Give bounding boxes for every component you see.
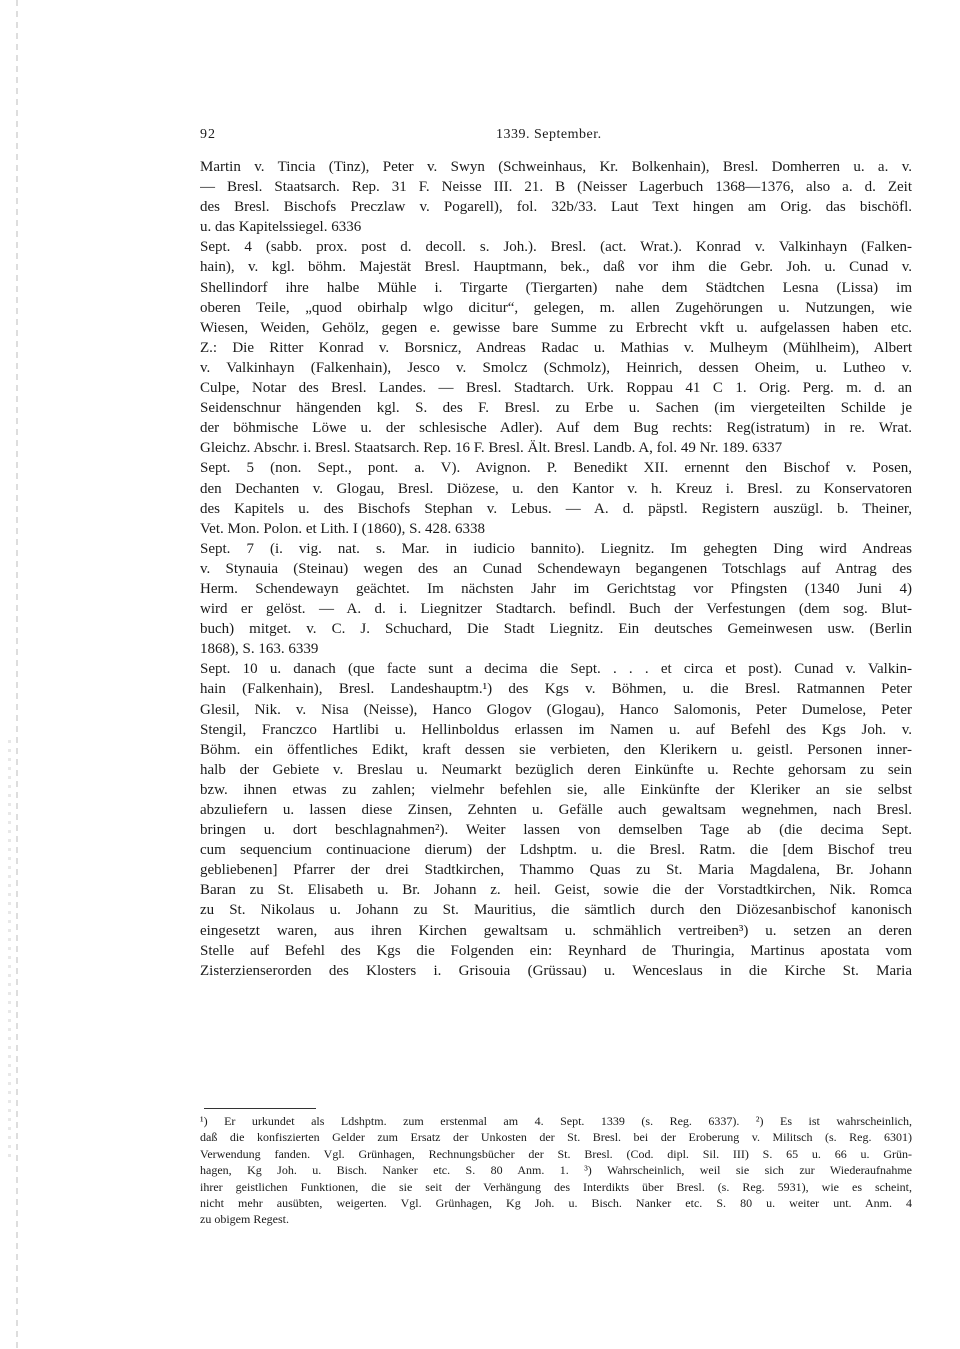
text-line: Z.: Die Ritter Konrad v. Borsnicz, Andreas Radac u. Mathias v. Mulheym (Mühlheim), Albert — [200, 339, 912, 356]
text-line: Sept. 4 (sabb. prox. post d. decoll. s. Joh.). Bresl. (act. Wrat.). Konrad v. Valkinhayn (Falken- — [200, 239, 912, 256]
text-line: u. das Kapitelssiegel. 6336 — [200, 219, 362, 236]
text-line: v. Stynauia (Steinau) wegen des an Cunad Schendewayn begangenen Totschlags auf Antrag des — [200, 560, 912, 577]
page-header — [200, 127, 912, 147]
text-line: bzw. ihnen etwas zu zahlen; vielmehr befehlen sie, alle Einkünfte der Kleriker an sie selbst — [200, 781, 912, 798]
text-line: eingesetzt waren, aus ihren Kirchen gewaltsam u. schmählich vertreiben³) u. setzen an deren — [200, 922, 912, 939]
text-line: wird er gelöst. — A. d. i. Liegnitzer Stadtarch. befindl. Buch der Verfestungen (dem sog. Blut- — [200, 601, 912, 618]
footnote-line: nicht mehr ausübten, weigerten. Vgl. Grünhagen, Kg Joh. u. Bisch. Nanker etc. S. 80 u. weiter unt. Anm. 4 — [200, 1195, 912, 1210]
text-line: abzuliefern u. lassen diese Zinsen, Zehnten u. Gefälle auch gewaltsam wegnehmen, nach Bresl. — [200, 802, 912, 818]
page-number: 92 — [200, 127, 216, 142]
text-line: Zisterzienserorden des Klosters i. Grisouia (Grüssau) u. Wenceslaus in die Kirche St. Maria — [200, 962, 912, 979]
scan-edge-marks-lower — [8, 740, 11, 1160]
text-line: Stelle auf Befehl des Kgs die Folgenden ein: Reynhard de Thuringia, Martinus apostata vom — [200, 942, 912, 959]
footnote-line: Verwendung fanden. Vgl. Grünhagen, Rechnungsbücher der St. Bresl. (Cod. dipl. Sil. III) S. 65 u. 66 u. Grün- — [200, 1146, 912, 1161]
footnotes — [200, 1113, 912, 1228]
text-line: Shellindorf ihre halbe Mühle i. Tirgarte (Tiergarten) nahe dem Städtchen Lesna (Lissa) im — [200, 279, 912, 296]
text-line: Sept. 5 (non. Sept., pont. a. V). Avignon. P. Benedikt XII. ernennt den Bischof v. Posen, — [200, 460, 912, 477]
text-line: Martin v. Tincia (Tinz), Peter v. Swyn (Schweinhaus, Kr. Bolkenhain), Bresl. Domherren u. a. v. — [200, 159, 912, 175]
text-line: buch) mitget. v. C. J. Schuchard, Die Stadt Liegnitz. Ein deutsches Gemeinwesen usw. (Berlin — [200, 621, 912, 638]
body-text — [200, 157, 912, 1001]
text-line: Gleichz. Abschr. i. Bresl. Staatsarch. Rep. 16 F. Bresl. Ält. Bresl. Landb. A, fol. 49 Nr. 189. 6337 — [200, 440, 783, 457]
scan-edge-marks — [16, 0, 18, 1349]
text-line: 1868), S. 163. 6339 — [200, 641, 319, 658]
text-line: Stengil, Franczco Hartlibi u. Hellinboldus erlassen im Namen u. auf Befehl des Kgs Joh. v. — [200, 721, 912, 738]
text-line: Herm. Schendewayn geächtet. Im nächsten Jahr im Gerichtstag vor Pfingsten (1340 Juni 4) — [200, 580, 912, 597]
text-line: v. Valkinhayn (Falkenhain), Jesco v. Smolcz (Schmolz), Heinrich, dessen Oheim, u. Lutheo v. — [200, 359, 912, 376]
text-line: Vet. Mon. Polon. et Lith. I (1860), S. 428. 6338 — [200, 520, 485, 537]
footnote-line: daß die konfiszierten Gelder zum Ersatz der Unkosten der St. Bresl. bei der Eroberung v. Militsch (s. Reg. 6301) — [200, 1130, 912, 1145]
text-line: Culpe, Notar des Bresl. Landes. — Bresl. Stadtarch. Urk. Roppau 41 C 1. Orig. Perg. m. d. an — [200, 380, 912, 397]
text-line: Wiesen, Weiden, Gehölz, gegen e. gewisse bare Summe zu Erbrecht vkft u. aufgelassen haben etc. — [200, 319, 912, 336]
text-line — [200, 981, 912, 1001]
text-line: cum sequencium continuacione dierum) der Ldshptm. u. die Bresl. Ratm. die [dem Bischof treu — [200, 842, 912, 859]
text-line: des Bresl. Bischofs Preczlaw v. Pogarell), fol. 32b/33. Laut Text hingen am Orig. das bischöfl. — [200, 199, 912, 216]
text-line: halb der Gebiete v. Breslau u. Neumarkt bezüglich deren Einkünfte u. Rechte gehorsam zu sein — [200, 761, 912, 778]
running-head: 1339. September. — [496, 127, 602, 142]
text-line: oberen Teile, „quod obirhalp wlgo dicitur“, gelegen, m. allen Zugehörungen u. Nutzungen, wie — [200, 299, 912, 316]
footnote-line: hagen, Kg Joh. u. Bisch. Nanker etc. S. 80 Anm. 1. ³) Wahrscheinlich, weil sie sich zur Wiederaufnahme — [200, 1163, 912, 1178]
text-line: hain (Falkenhain), Bresl. Landeshauptm.¹) des Kgs v. Böhmen, u. die Bresl. Ratmannen Peter — [200, 681, 912, 698]
text-line: Glesil, Nik. v. Nisa (Neisse), Hanco Glogov (Glogau), Hanco Salomonis, Peter Dumelose, Peter — [200, 701, 912, 718]
text-line: Baran zu St. Elisabeth u. Br. Johann z. heil. Geist, sowie die der Vorstadtkirchen, Nik. Romca — [200, 882, 912, 899]
footnote-divider — [204, 1108, 316, 1109]
text-line: hain), v. kgl. böhm. Majestät Bresl. Hauptmann, bek., daß vor ihm die Gebr. Joh. u. Cunad v. — [200, 259, 912, 276]
text-line: des Kapitels u. des Bischofs Stephan v. Lebus. — A. d. päpstl. Registern auszügl. b. Theiner, — [200, 500, 912, 517]
text-line: bringen u. dort beschlagnahmen²). Weiter lassen von demselben Tage ab (die decima Sept. — [200, 822, 912, 839]
footnote-line: ¹) Er urkundet als Ldshptm. zum erstenmal am 4. Sept. 1339 (s. Reg. 6337). ²) Es ist wahrscheinlich, — [200, 1114, 912, 1128]
footnote-line: ihrer geistlichen Funktionen, die sie seit der Verhängung des Interdikts über Bresl. (s. Reg. 5931), wie es scheint, — [200, 1179, 912, 1194]
text-line: den Dechanten v. Glogau, Bresl. Diözese, u. den Kantor v. h. Kreuz i. Bresl. zu Konservatoren — [200, 480, 912, 497]
text-line: Sept. 10 u. danach (que facte sunt a decima die Sept. . . . et circa et post). Cunad v. Valkin- — [200, 661, 912, 678]
text-line: Sept. 7 (i. vig. nat. s. Mar. in iudicio bannito). Liegnitz. Im gehegten Ding wird Andreas — [200, 540, 912, 557]
text-line: zu St. Nikolaus u. Johann zu St. Mauritius, die sämtlich durch den Diözesanbischof kanonisch — [200, 902, 912, 919]
footnote-line: zu obigem Regest. — [200, 1212, 289, 1227]
text-line: — Bresl. Staatsarch. Rep. 31 F. Neisse III. 21. B (Neisser Lagerbuch 1368—1376, also a. d. Zeit — [200, 179, 912, 196]
text-line: der böhmische Löwe u. der schlesische Adler). Auf dem Bug rechts: Reg(istratum) in re. Wrat. — [200, 420, 912, 437]
text-line: gebliebenen] Pfarrer der drei Stadtkirchen, Thammo Quas zu St. Maria Magdalena, Br. Johann — [200, 862, 912, 879]
text-line: Böhm. ein öffentliches Edikt, kraft dessen sie verbieten, den Klerikern u. geistl. Personen inner- — [200, 741, 912, 758]
text-line: Seidenschnur hängenden kgl. S. des F. Bresl. zu Erbe u. Sachen (im viergeteilten Schilde je — [200, 400, 912, 417]
